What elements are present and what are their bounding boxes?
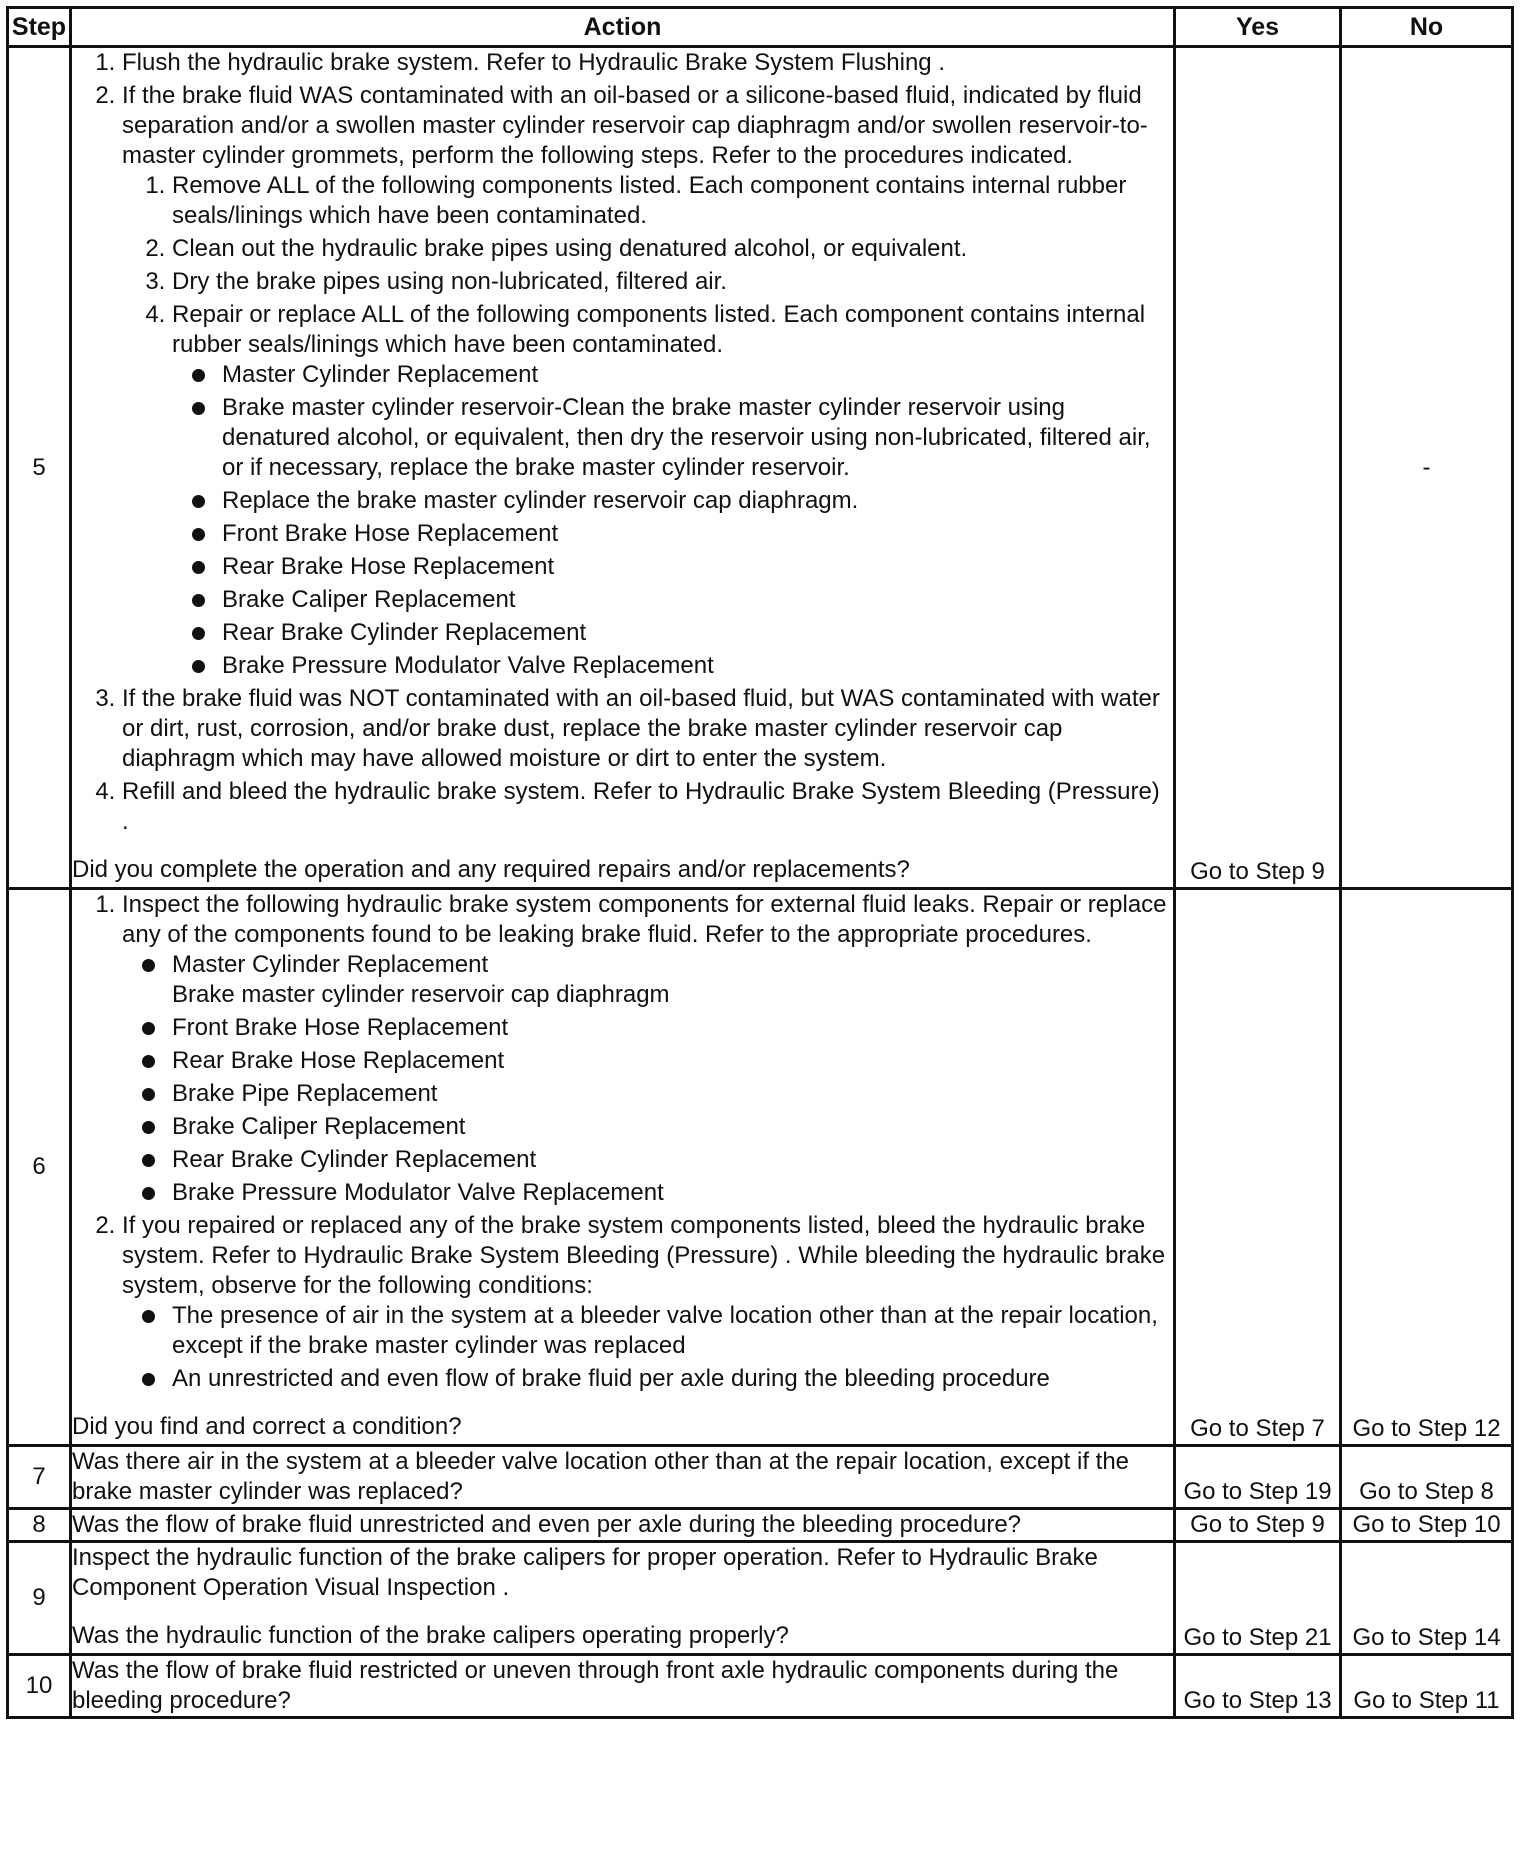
bullet-item-line: Brake master cylinder reservoir cap diaphragm xyxy=(172,981,670,1008)
diagnostic-table xyxy=(6,6,1514,1719)
list-item: 4. Refill and bleed the hydraulic brake system. Refer to Hydraulic Brake System Bleeding (Pressure) . xyxy=(122,777,1173,837)
bullet-item: Brake Pressure Modulator Valve Replacement xyxy=(222,651,1173,681)
no-result: Go to Step 12 xyxy=(1341,889,1513,1446)
step-row-6 xyxy=(8,889,1513,1446)
step-number: 8 xyxy=(8,1509,71,1542)
yes-result: Go to Step 21 xyxy=(1175,1542,1341,1655)
list-item xyxy=(122,81,1173,681)
list-item-text: 2. If the brake fluid WAS contaminated with an oil-based or a silicone-based fluid, indicated by fluid separation and/or a swollen master cylinder reservoir cap diaphragm and/or swollen reservoir-to-master cylinder grommets, perform the following steps. Refer to the procedures indicated. xyxy=(122,82,1148,169)
list-item-text: 2. If you repaired or replaced any of the brake system components listed, bleed the hydraulic brake system. Refer to Hydraulic Brake System Bleeding (Pressure) . While bleeding the hydraulic brake system, observe for the following conditions: xyxy=(122,1212,1166,1299)
bullet-item: Brake Caliper Replacement xyxy=(222,585,1173,615)
sub-list-item: 2. Clean out the hydraulic brake pipes using denatured alcohol, or equivalent. xyxy=(172,234,1173,264)
bullet-item: An unrestricted and even flow of brake fluid per axle during the bleeding procedure xyxy=(172,1364,1173,1394)
step-action xyxy=(71,1542,1175,1655)
list-item xyxy=(122,1211,1173,1394)
bullet-item xyxy=(172,950,1173,1010)
yes-result: Go to Step 9 xyxy=(1175,47,1341,889)
step-action xyxy=(71,47,1175,889)
step-action xyxy=(71,1655,1175,1718)
no-result: Go to Step 10 xyxy=(1341,1509,1513,1542)
no-result: Go to Step 14 xyxy=(1341,1542,1513,1655)
step-text: Inspect the hydraulic function of the brake calipers for proper operation. Refer to Hydraulic Brake Component Operation Visual Inspection . xyxy=(72,1544,1098,1601)
sub-list-item xyxy=(172,300,1173,681)
step-action xyxy=(71,889,1175,1446)
no-result: Go to Step 11 xyxy=(1341,1655,1513,1718)
sub-list-item: 1. Remove ALL of the following components listed. Each component contains internal rubber seals/linings which have been contaminated. xyxy=(172,171,1173,231)
list-item: 1. Flush the hydraulic brake system. Refer to Hydraulic Brake System Flushing . xyxy=(122,48,1173,78)
yes-result: Go to Step 13 xyxy=(1175,1655,1341,1718)
header-action: Action xyxy=(71,8,1175,47)
step-question: Did you find and correct a condition? xyxy=(72,1413,462,1440)
step-question: Was the flow of brake fluid unrestricted and even per axle during the bleeding procedure? xyxy=(72,1511,1022,1538)
bullet-item: Rear Brake Cylinder Replacement xyxy=(172,1145,1173,1175)
bullet-item-line: Master Cylinder Replacement xyxy=(172,951,489,978)
list-item xyxy=(122,890,1173,1208)
step-row-9 xyxy=(8,1542,1513,1655)
yes-result: Go to Step 7 xyxy=(1175,889,1341,1446)
no-result: - xyxy=(1341,47,1513,889)
yes-result: Go to Step 9 xyxy=(1175,1509,1341,1542)
bullet-item: Master Cylinder Replacement xyxy=(222,360,1173,390)
step-number: 6 xyxy=(8,889,71,1446)
no-result: Go to Step 8 xyxy=(1341,1446,1513,1509)
step-number: 9 xyxy=(8,1542,71,1655)
step-question: Was the flow of brake fluid restricted or uneven through front axle hydraulic components during the bleeding procedure? xyxy=(72,1657,1119,1714)
bullet-item: Brake Pressure Modulator Valve Replacement xyxy=(172,1178,1173,1208)
bullet-item: Replace the brake master cylinder reservoir cap diaphragm. xyxy=(222,486,1173,516)
header-row xyxy=(8,8,1513,47)
step-question: Was there air in the system at a bleeder valve location other than at the repair location, except if the brake master cylinder was replaced? xyxy=(72,1448,1130,1505)
step-row-8 xyxy=(8,1509,1513,1542)
step-number: 5 xyxy=(8,47,71,889)
header-step: Step xyxy=(8,8,71,47)
bullet-item: Rear Brake Hose Replacement xyxy=(222,552,1173,582)
bullet-item: Brake Caliper Replacement xyxy=(172,1112,1173,1142)
step-row-5 xyxy=(8,47,1513,889)
step-row-7 xyxy=(8,1446,1513,1509)
bullet-item: Brake master cylinder reservoir-Clean the brake master cylinder reservoir using denatured alcohol, or equivalent, then dry the reservoir using non-lubricated, filtered air, or if necessary, replace the brake master cylinder reservoir. xyxy=(222,393,1173,483)
step-action xyxy=(71,1509,1175,1542)
bullet-item: The presence of air in the system at a bleeder valve location other than at the repair location, except if the brake master cylinder was replaced xyxy=(172,1301,1173,1361)
step-question: Was the hydraulic function of the brake calipers operating properly? xyxy=(72,1622,789,1649)
bullet-item: Front Brake Hose Replacement xyxy=(222,519,1173,549)
sub-list-item-text: 4. Repair or replace ALL of the following components listed. Each component contains internal rubber seals/linings which have been contaminated. xyxy=(172,301,1146,358)
header-yes: Yes xyxy=(1175,8,1341,47)
bullet-item: Brake Pipe Replacement xyxy=(172,1079,1173,1109)
header-no: No xyxy=(1341,8,1513,47)
step-row-10 xyxy=(8,1655,1513,1718)
step-action xyxy=(71,1446,1175,1509)
step-number: 7 xyxy=(8,1446,71,1509)
list-item: 3. If the brake fluid was NOT contaminated with an oil-based fluid, but WAS contaminated with water or dirt, rust, corrosion, and/or brake dust, replace the brake master cylinder reservoir cap diaphragm which may have allowed moisture or dirt to enter the system. xyxy=(122,684,1173,774)
yes-result: Go to Step 19 xyxy=(1175,1446,1341,1509)
step-question: Did you complete the operation and any required repairs and/or replacements? xyxy=(72,856,910,883)
bullet-item: Rear Brake Hose Replacement xyxy=(172,1046,1173,1076)
list-item-text: 1. Inspect the following hydraulic brake system components for external fluid leaks. Repair or replace any of the components found to be leaking brake fluid. Refer to the appropriate procedures. xyxy=(122,891,1167,948)
bullet-item: Rear Brake Cylinder Replacement xyxy=(222,618,1173,648)
step-number: 10 xyxy=(8,1655,71,1718)
bullet-item: Front Brake Hose Replacement xyxy=(172,1013,1173,1043)
sub-list-item: 3. Dry the brake pipes using non-lubricated, filtered air. xyxy=(172,267,1173,297)
